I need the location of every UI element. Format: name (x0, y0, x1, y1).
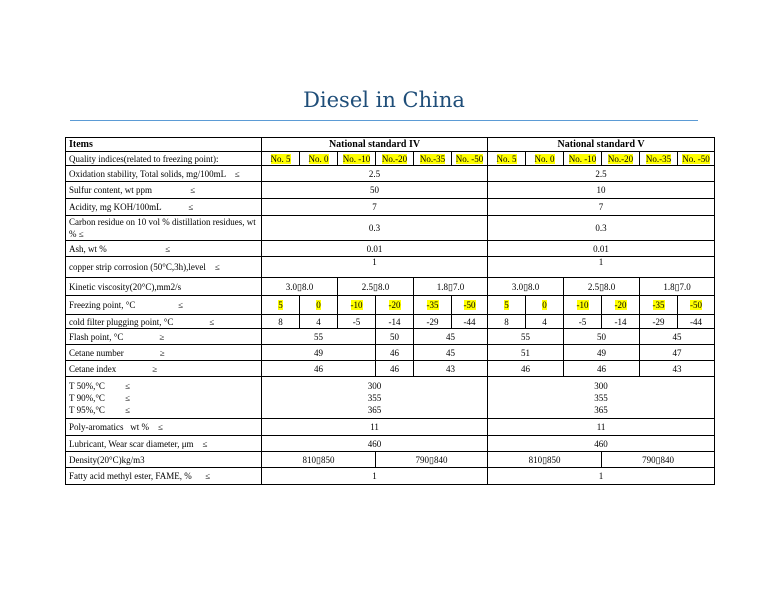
row-label: Sulfur content, wt ppm ≤ (66, 182, 262, 199)
table-row (66, 468, 715, 485)
value-text: -20 (388, 300, 401, 310)
value-cell: 2.5▯8.0 (338, 278, 414, 296)
value-cell: 55 (488, 329, 564, 345)
row-label: Flash point, °C ≥ (66, 329, 262, 345)
value-cell: 1 (488, 257, 715, 278)
header-national-standard-v: National standard V (488, 138, 715, 152)
row-label: T 95%,°C ≤ (69, 404, 131, 415)
table-row (66, 138, 715, 152)
value-cell: 4 (300, 315, 338, 329)
value-cell: 10 (488, 182, 715, 199)
value-cell: 46 (488, 361, 564, 377)
grade-cell (300, 152, 338, 166)
grade-label: No. -50 (682, 153, 710, 164)
value-text: 365 (367, 404, 382, 415)
header-items: Items (66, 138, 262, 152)
row-label: Density(20°C)kg/m3 (66, 452, 262, 468)
value-cell: 2.5 (488, 166, 715, 182)
value-cell: -5 (338, 315, 376, 329)
value-text: 5 (278, 300, 283, 310)
value-cell: 43 (414, 361, 488, 377)
value-text: 355 (367, 392, 382, 403)
grade-cell (602, 152, 640, 166)
table-row (66, 152, 715, 166)
table-row (66, 329, 715, 345)
value-cell: -14 (376, 315, 414, 329)
row-label: Acidity, mg KOH/100mL ≤ (66, 199, 262, 216)
header-national-standard-iv: National standard IV (262, 138, 488, 152)
value-cell (640, 296, 678, 315)
value-cell (338, 296, 376, 315)
grade-label: No. 0 (308, 153, 329, 164)
grade-label: No.-35 (419, 153, 446, 164)
grade-label: No. -50 (455, 153, 484, 164)
value-cell: 45 (640, 329, 715, 345)
table-row (66, 216, 715, 241)
value-text: -35 (426, 300, 439, 310)
value-cell (564, 296, 602, 315)
title-underline (70, 120, 698, 121)
row-label: Cetane index ≥ (66, 361, 262, 377)
value-cell (414, 296, 452, 315)
value-cell: 7 (488, 199, 715, 216)
value-cell: -29 (640, 315, 678, 329)
value-text: -50 (690, 300, 703, 310)
grade-cell (564, 152, 602, 166)
grade-label: No. 5 (496, 153, 517, 164)
row-label: Oxidation stability, Total solids, mg/100mL ≤ (66, 166, 262, 182)
value-text: 355 (594, 392, 608, 403)
value-cell: 51 (488, 345, 564, 361)
table-row (66, 257, 715, 278)
table-row (66, 241, 715, 257)
value-cell: 11 (488, 419, 715, 436)
value-cell: -29 (414, 315, 452, 329)
value-cell (262, 296, 300, 315)
table-row (66, 436, 715, 452)
grade-cell (488, 152, 526, 166)
value-cell: 1.8▯7.0 (414, 278, 488, 296)
value-text: 5 (504, 300, 509, 310)
row-label: Poly-aromatics wt % ≤ (66, 419, 262, 436)
value-cell: 8 (488, 315, 526, 329)
row-label: Freezing point, °C ≤ (66, 296, 262, 315)
value-cell: 46 (376, 361, 414, 377)
row-label: copper strip corrosion (50°C,3h),level ≤ (66, 257, 262, 278)
value-text: 0 (542, 300, 547, 310)
value-text: -35 (652, 300, 665, 310)
value-cell: 50 (262, 182, 488, 199)
value-text: 300 (367, 380, 382, 391)
value-cell: 810▯850 (262, 452, 376, 468)
value-cell: 7 (262, 199, 488, 216)
value-cell: 49 (262, 345, 376, 361)
value-cell (488, 296, 526, 315)
value-cell-group (488, 377, 715, 419)
value-cell (452, 296, 488, 315)
page-title: Diesel in China (303, 88, 465, 112)
value-cell: 45 (414, 329, 488, 345)
value-cell (526, 296, 564, 315)
value-cell: 4 (526, 315, 564, 329)
grade-cell (338, 152, 376, 166)
value-cell: 1 (262, 468, 488, 485)
value-cell: 3.0▯8.0 (488, 278, 564, 296)
value-cell: 45 (414, 345, 488, 361)
table-row (66, 296, 715, 315)
value-cell: 47 (640, 345, 715, 361)
value-cell: 1 (488, 468, 715, 485)
value-cell: 0.01 (488, 241, 715, 257)
grade-cell (640, 152, 678, 166)
value-cell: 46 (564, 361, 640, 377)
value-cell: -44 (678, 315, 715, 329)
table-row (66, 166, 715, 182)
value-cell: 0.01 (262, 241, 488, 257)
value-cell: 790▯840 (376, 452, 488, 468)
row-label: Quality indices(related to freezing point): (66, 152, 262, 166)
row-label: Cetane number ≥ (66, 345, 262, 361)
table-row (66, 377, 715, 419)
value-cell: 460 (262, 436, 488, 452)
row-label: Kinetic viscosity(20°C),mm2/s (66, 278, 262, 296)
value-cell: 46 (262, 361, 376, 377)
value-cell: 50 (564, 329, 640, 345)
value-cell-group (262, 377, 488, 419)
value-cell: 8 (262, 315, 300, 329)
table-row (66, 345, 715, 361)
value-cell (376, 296, 414, 315)
value-cell: 460 (488, 436, 715, 452)
table-row (66, 278, 715, 296)
row-label: Lubricant, Wear scar diameter, μm ≤ (66, 436, 262, 452)
row-label: Fatty acid methyl ester, FAME, % ≤ (66, 468, 262, 485)
value-cell: 1 (262, 257, 488, 278)
value-cell: 0.3 (262, 216, 488, 241)
value-cell: -5 (564, 315, 602, 329)
grade-label: No. -10 (342, 153, 371, 164)
value-cell: 790▯840 (602, 452, 715, 468)
value-cell: 50 (376, 329, 414, 345)
row-label-group (66, 377, 262, 419)
grade-cell (262, 152, 300, 166)
value-text: 300 (594, 380, 608, 391)
grade-label: No.-20 (381, 153, 408, 164)
value-text: -50 (463, 300, 476, 310)
value-text: 0 (316, 300, 321, 310)
value-text: -10 (576, 300, 589, 310)
value-cell: 2.5 (262, 166, 488, 182)
grade-cell (376, 152, 414, 166)
table-row (66, 419, 715, 436)
value-cell: 43 (640, 361, 715, 377)
grade-label: No. -10 (568, 153, 597, 164)
value-cell: 55 (262, 329, 376, 345)
value-text: -10 (350, 300, 363, 310)
table-row (66, 315, 715, 329)
value-cell (602, 296, 640, 315)
value-cell: -14 (602, 315, 640, 329)
grade-label: No. 0 (534, 153, 555, 164)
value-cell: 1.8▯7.0 (640, 278, 715, 296)
value-text: 365 (594, 404, 608, 415)
table-row (66, 361, 715, 377)
value-cell (300, 296, 338, 315)
row-label: T 50%,°C ≤ (69, 380, 131, 391)
value-cell (678, 296, 715, 315)
value-cell: -44 (452, 315, 488, 329)
grade-label: No.-35 (645, 153, 672, 164)
value-cell: 2.5▯8.0 (564, 278, 640, 296)
row-label: cold filter plugging point, °C ≤ (66, 315, 262, 329)
value-cell: 3.0▯8.0 (262, 278, 338, 296)
grade-cell (414, 152, 452, 166)
diesel-standards-table (65, 137, 715, 485)
value-cell: 46 (376, 345, 414, 361)
grade-label: No.-20 (607, 153, 634, 164)
table-row (66, 199, 715, 216)
value-cell: 49 (564, 345, 640, 361)
row-label: Carbon residue on 10 vol % distillation residues, wt % ≤ (66, 216, 262, 241)
table-row (66, 452, 715, 468)
grade-cell (526, 152, 564, 166)
table-row (66, 182, 715, 199)
value-text: -20 (614, 300, 627, 310)
row-label: Ash, wt % ≤ (66, 241, 262, 257)
value-cell: 810▯850 (488, 452, 602, 468)
grade-label: No. 5 (270, 153, 291, 164)
row-label: T 90%,°C ≤ (69, 392, 131, 403)
value-cell: 0.3 (488, 216, 715, 241)
value-cell: 11 (262, 419, 488, 436)
grade-cell (678, 152, 715, 166)
grade-cell (452, 152, 488, 166)
